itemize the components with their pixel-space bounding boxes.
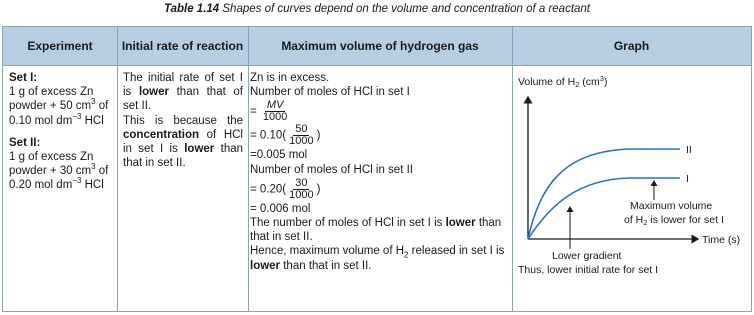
initial-rate-paragraph-2: This is because the concentration of HCl in set I is lower than that in set II. <box>123 114 244 170</box>
moles-comparison: The number of moles of HCl in set I is lower than that in set II. <box>250 217 502 244</box>
max-volume-note-2: of H2 is lower for set I <box>624 214 724 227</box>
volume-time-graph <box>512 65 751 313</box>
lower-gradient-note: Lower gradient <box>552 250 622 262</box>
comparison-table <box>2 26 752 312</box>
y-axis-label: Volume of H2 $(cm^3)$ <box>518 74 608 89</box>
set2-description: 1 g of excess Zn powder + 30 $cm^3$ of 0.20 mol $dm^{-3}$ HCl <box>9 151 109 192</box>
x-axis-label: Time (s) <box>702 234 741 246</box>
header-experiment: Experiment <box>27 39 93 53</box>
table-header-row <box>3 27 751 66</box>
curve-label-set-1: I <box>686 173 689 185</box>
max-volume-cell <box>250 71 512 273</box>
volume-conclusion: Hence, maximum volume of $H_2$ released in set I is lower than that in set II. <box>250 245 505 272</box>
set2-title: Set II: <box>9 136 41 149</box>
column-divider <box>248 27 249 311</box>
header-initial-rate: Initial rate of reaction <box>121 39 244 53</box>
initial-rate-paragraph-1: The initial rate of set I is lower than that of set II. <box>123 72 244 113</box>
caption-text: Shapes of curves depend on the volume and concentration of a reactant <box>222 3 590 15</box>
set1-title: Set I: <box>9 72 38 84</box>
max-volume-note: Maximum volume <box>630 200 713 212</box>
moles-formula: = $\frac{MV}{1000}$ <box>250 99 288 124</box>
excess-statement: Zn is in excess. <box>250 72 330 84</box>
column-divider <box>117 27 118 311</box>
moles-set2-calc: = 0.20( $\frac{30}{1000}$ ) <box>250 176 321 201</box>
initial-rate-cell <box>123 71 243 170</box>
moles-set2-result: = 0.006 mol <box>250 202 311 215</box>
header-max-volume: Maximum volume of hydrogen gas <box>281 39 479 53</box>
moles-set1-calc: = 0.10( $\frac{50}{1000}$ ) <box>250 123 321 148</box>
caption-label: Table 1.14 <box>164 3 220 15</box>
set1-description: 1 g of excess Zn powder + 50 $cm^3$ of 0.10 mol $dm^{-3}$ HCl <box>9 86 109 127</box>
curve-label-set-2: II <box>686 144 692 156</box>
header-graph: Graph <box>613 39 650 53</box>
moles-set1-result: =0.005 mol <box>250 149 308 162</box>
moles-set2-label: Number of moles of HCl in set II <box>250 163 413 176</box>
experiment-cell <box>9 71 117 193</box>
lower-rate-note: Thus, lower initial rate for set I <box>518 264 659 276</box>
moles-set1-label: Number of moles of HCl in set I <box>250 86 410 99</box>
table-caption <box>0 3 754 15</box>
